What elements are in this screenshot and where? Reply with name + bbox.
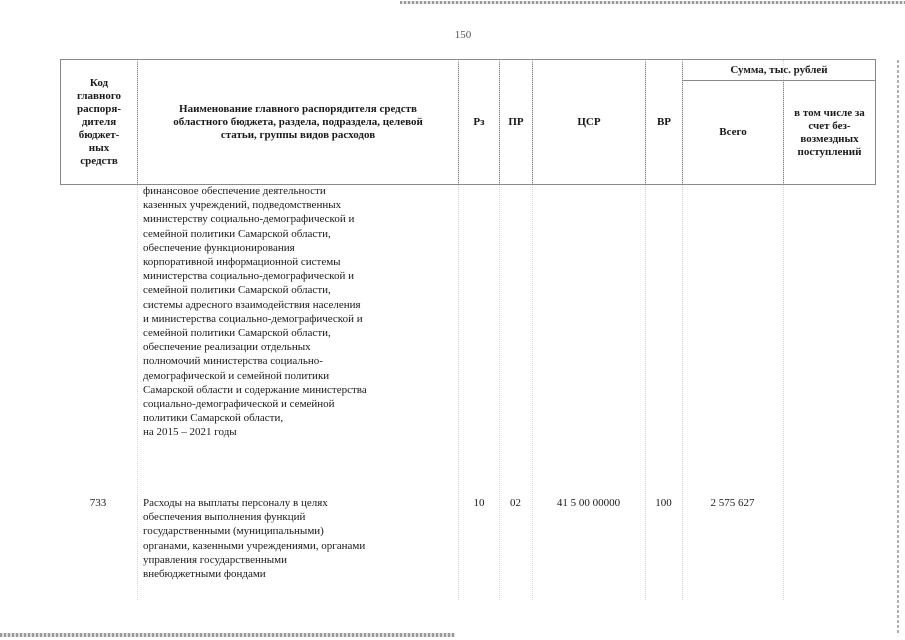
column-divider	[532, 60, 533, 600]
text-line: обеспечения выполнения функций	[143, 511, 306, 524]
text-line: управления государственными	[143, 553, 288, 566]
scan-edge-right	[897, 60, 899, 635]
header-name: Наименование главного распорядителя средств областного бюджета, раздела, подраздела, целевой статьи, группы видов расходов	[138, 60, 459, 185]
column-divider	[137, 60, 138, 600]
table-header	[60, 59, 876, 185]
text-line: обеспечение реализации отдельных	[143, 341, 311, 354]
text-line: социально-демографической и семейной	[143, 398, 335, 411]
header-code: Код главного распоря-дителя бюджет-ных средств	[61, 60, 138, 185]
text-line: на 2015 – 2021 годы	[143, 426, 237, 439]
text-line: политики Самарской области,	[143, 412, 284, 425]
column-divider	[682, 60, 683, 600]
header-pr: ПР	[500, 60, 533, 185]
scan-edge-bottom	[0, 633, 455, 637]
text-line: казенных учреждений, подведомственных	[143, 199, 342, 212]
header-sum: Сумма, тыс. рублей	[683, 60, 876, 81]
row-code: 733	[89, 497, 107, 509]
header-csr: ЦСР	[533, 60, 646, 185]
text-line: семейной политики Самарской области,	[143, 284, 331, 297]
row-total: 2 575 627	[710, 497, 755, 509]
column-divider	[783, 60, 784, 600]
row-pr: 02	[510, 497, 521, 509]
continuation-text	[143, 184, 453, 440]
row-vr: 100	[655, 497, 672, 509]
column-divider	[458, 60, 459, 600]
text-line: корпоративной информационной системы	[143, 256, 341, 269]
header-incl: в том числе за счет без-возмездных поступлений	[784, 81, 876, 185]
row-csr: 41 5 00 00000	[556, 497, 621, 509]
text-line: обеспечение функционирования	[143, 241, 295, 254]
text-line: демографической и семейной политики	[143, 369, 330, 382]
text-line: полномочий министерства социально-	[143, 355, 323, 368]
text-line: министерству социально-демографической и	[143, 213, 355, 226]
column-divider	[499, 60, 500, 600]
text-line: Самарской области и содержание министерства	[143, 383, 367, 396]
text-line: финансовое обеспечение деятельности	[143, 185, 326, 197]
text-line: семейной политики Самарской области,	[143, 327, 331, 340]
text-line: государственными (муниципальными)	[143, 525, 324, 538]
text-line: системы адресного взаимодействия населения	[143, 298, 361, 311]
text-line: органами, казенными учреждениями, органами	[143, 539, 366, 552]
row-rz: 10	[473, 497, 485, 509]
header-vr: ВР	[646, 60, 683, 185]
row-description	[143, 496, 453, 581]
text-line: и министерства социально-демографической и	[143, 312, 363, 325]
text-line: внебюджетными фондами	[143, 568, 266, 581]
header-total: Всего	[683, 81, 784, 185]
text-line: Расходы на выплаты персоналу в целях	[143, 497, 328, 509]
text-line: министерства социально-демографической и	[143, 270, 354, 283]
text-line: семейной политики Самарской области,	[143, 227, 331, 240]
header-rz: Рз	[459, 60, 500, 185]
column-divider	[645, 60, 646, 600]
page-number: 150	[454, 29, 472, 41]
scan-edge-top	[400, 1, 905, 4]
